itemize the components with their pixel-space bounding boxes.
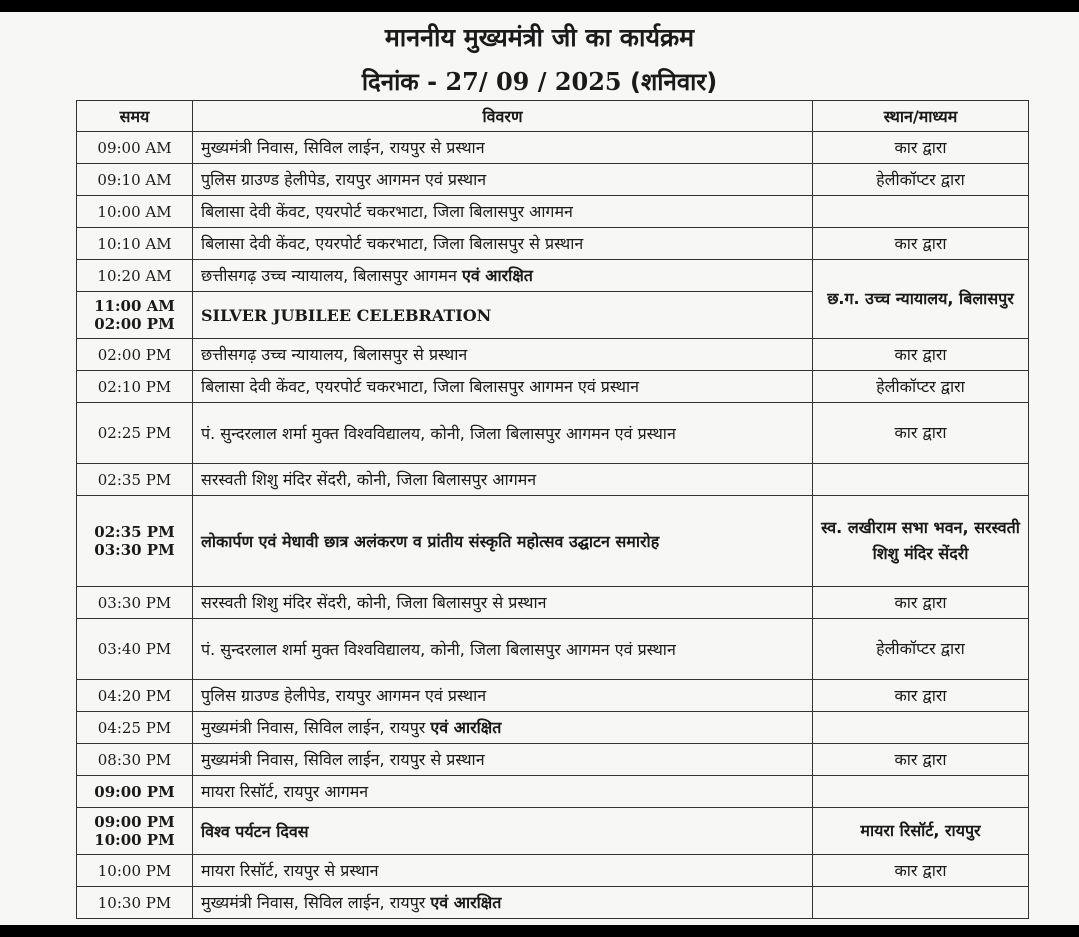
row-description-bold: एवं आरक्षित <box>430 893 502 912</box>
row-mode <box>813 196 1029 228</box>
row-description: बिलासा देवी केंवट, एयरपोर्ट चकरभाटा, जिला बिलासपुर आगमन <box>193 196 813 228</box>
row-time-start: 11:00 AM <box>94 297 175 315</box>
row-description: लोकार्पण एवं मेधावी छात्र अलंकरण व प्रांतीय संस्कृति महोत्सव उद्घाटन समारोह <box>193 496 813 587</box>
row-mode: स्व. लखीराम सभा भवन, सरस्वती शिशु मंदिर सेंदरी <box>813 496 1029 587</box>
row-time: 02:10 PM <box>77 371 193 403</box>
row-description: सरस्वती शिशु मंदिर सेंदरी, कोनी, जिला बिलासपुर से प्रस्थान <box>193 587 813 619</box>
row-description <box>193 712 813 744</box>
row-time: 04:20 PM <box>77 680 193 712</box>
table-row <box>77 196 1029 228</box>
table-row <box>77 808 1029 855</box>
row-time-range <box>77 292 193 339</box>
table-row <box>77 132 1029 164</box>
row-mode: हेलीकॉप्टर द्वारा <box>813 371 1029 403</box>
row-description: सरस्वती शिशु मंदिर सेंदरी, कोनी, जिला बिलासपुर आगमन <box>193 464 813 496</box>
row-time: 10:10 AM <box>77 228 193 260</box>
row-mode: कार द्वारा <box>813 680 1029 712</box>
table-row <box>77 164 1029 196</box>
bottom-border <box>0 925 1079 937</box>
row-mode <box>813 712 1029 744</box>
row-mode: कार द्वारा <box>813 855 1029 887</box>
row-time: 02:25 PM <box>77 403 193 464</box>
row-time: 04:25 PM <box>77 712 193 744</box>
row-mode: हेलीकॉप्टर द्वारा <box>813 619 1029 680</box>
date-day: (शनिवार) <box>630 68 718 96</box>
row-description: मायरा रिसॉर्ट, रायपुर से प्रस्थान <box>193 855 813 887</box>
row-description-text: मुख्यमंत्री निवास, सिविल लाईन, रायपुर <box>201 893 426 912</box>
table-row <box>77 496 1029 587</box>
row-time-range <box>77 808 193 855</box>
row-description <box>193 292 813 339</box>
row-mode: कार द्वारा <box>813 744 1029 776</box>
table-row <box>77 464 1029 496</box>
row-time: 08:30 PM <box>77 744 193 776</box>
date-line <box>0 66 1079 98</box>
row-time: 10:00 AM <box>77 196 193 228</box>
table-row <box>77 855 1029 887</box>
row-time: 03:30 PM <box>77 587 193 619</box>
row-mode: कार द्वारा <box>813 587 1029 619</box>
row-description: मायरा रिसॉर्ट, रायपुर आगमन <box>193 776 813 808</box>
row-time-end: 02:00 PM <box>94 315 175 333</box>
top-border <box>0 0 1079 12</box>
header-time: समय <box>77 101 193 132</box>
row-description <box>193 260 813 292</box>
date-separator: - <box>427 68 438 96</box>
row-description-bold: एवं आरक्षित <box>430 718 502 737</box>
row-description: छत्तीसगढ़ उच्च न्यायालय, बिलासपुर से प्रस्थान <box>193 339 813 371</box>
row-description: मुख्यमंत्री निवास, सिविल लाईन, रायपुर से प्रस्थान <box>193 744 813 776</box>
row-description-bold: एवं आरक्षित <box>461 266 533 285</box>
schedule-table <box>76 100 1029 919</box>
row-time-end: 10:00 PM <box>94 831 175 849</box>
table-row <box>77 260 1029 292</box>
table-row <box>77 712 1029 744</box>
row-description: पुलिस ग्राउण्ड हेलीपेड, रायपुर आगमन एवं प्रस्थान <box>193 164 813 196</box>
row-mode: कार द्वारा <box>813 339 1029 371</box>
date-value: 27/ 09 / 2025 <box>445 67 622 96</box>
row-time-start: 02:35 PM <box>94 523 175 541</box>
table-header-row <box>77 101 1029 132</box>
row-mode: कार द्वारा <box>813 132 1029 164</box>
table-row <box>77 228 1029 260</box>
row-mode <box>813 776 1029 808</box>
row-mode: मायरा रिसॉर्ट, रायपुर <box>813 808 1029 855</box>
row-time-start: 09:00 PM <box>94 813 175 831</box>
table-row <box>77 680 1029 712</box>
row-mode <box>813 464 1029 496</box>
header-description: विवरण <box>193 101 813 132</box>
row-description: विश्व पर्यटन दिवस <box>193 808 813 855</box>
row-mode-merged: छ.ग. उच्च न्यायालय, बिलासपुर <box>813 260 1029 339</box>
page-title: माननीय मुख्यमंत्री जी का कार्यक्रम <box>384 23 695 52</box>
date-label: दिनांक <box>361 68 419 96</box>
row-time: 09:00 PM <box>77 776 193 808</box>
table-row <box>77 339 1029 371</box>
table-row <box>77 587 1029 619</box>
row-time: 02:00 PM <box>77 339 193 371</box>
row-description: बिलासा देवी केंवट, एयरपोर्ट चकरभाटा, जिला बिलासपुर आगमन एवं प्रस्थान <box>193 371 813 403</box>
table-row <box>77 619 1029 680</box>
row-description: पुलिस ग्राउण्ड हेलीपेड, रायपुर आगमन एवं प्रस्थान <box>193 680 813 712</box>
row-description: मुख्यमंत्री निवास, सिविल लाईन, रायपुर से प्रस्थान <box>193 132 813 164</box>
row-mode: कार द्वारा <box>813 403 1029 464</box>
table-row <box>77 403 1029 464</box>
row-time: 02:35 PM <box>77 464 193 496</box>
table-row <box>77 371 1029 403</box>
row-description-text: मुख्यमंत्री निवास, सिविल लाईन, रायपुर <box>201 718 426 737</box>
row-mode: कार द्वारा <box>813 228 1029 260</box>
row-mode: हेलीकॉप्टर द्वारा <box>813 164 1029 196</box>
row-description: पं. सुन्दरलाल शर्मा मुक्त विश्वविद्यालय, कोनी, जिला बिलासपुर आगमन एवं प्रस्थान <box>193 619 813 680</box>
row-time: 09:10 AM <box>77 164 193 196</box>
row-time-range <box>77 496 193 587</box>
row-time: 10:00 PM <box>77 855 193 887</box>
row-time: 03:40 PM <box>77 619 193 680</box>
row-description: पं. सुन्दरलाल शर्मा मुक्त विश्वविद्यालय, कोनी, जिला बिलासपुर आगमन एवं प्रस्थान <box>193 403 813 464</box>
row-time: 09:00 AM <box>77 132 193 164</box>
row-description-text: छत्तीसगढ़ उच्च न्यायालय, बिलासपुर आगमन <box>201 266 457 285</box>
row-time: 10:30 PM <box>77 887 193 919</box>
table-row <box>77 776 1029 808</box>
row-time-end: 03:30 PM <box>94 541 175 559</box>
row-description-text: SILVER JUBILEE CELEBRATION <box>201 305 492 325</box>
row-description <box>193 887 813 919</box>
row-description: बिलासा देवी केंवट, एयरपोर्ट चकरभाटा, जिला बिलासपुर से प्रस्थान <box>193 228 813 260</box>
header-mode: स्थान/माध्यम <box>813 101 1029 132</box>
row-time: 10:20 AM <box>77 260 193 292</box>
table-row <box>77 887 1029 919</box>
row-mode <box>813 887 1029 919</box>
table-row <box>77 744 1029 776</box>
